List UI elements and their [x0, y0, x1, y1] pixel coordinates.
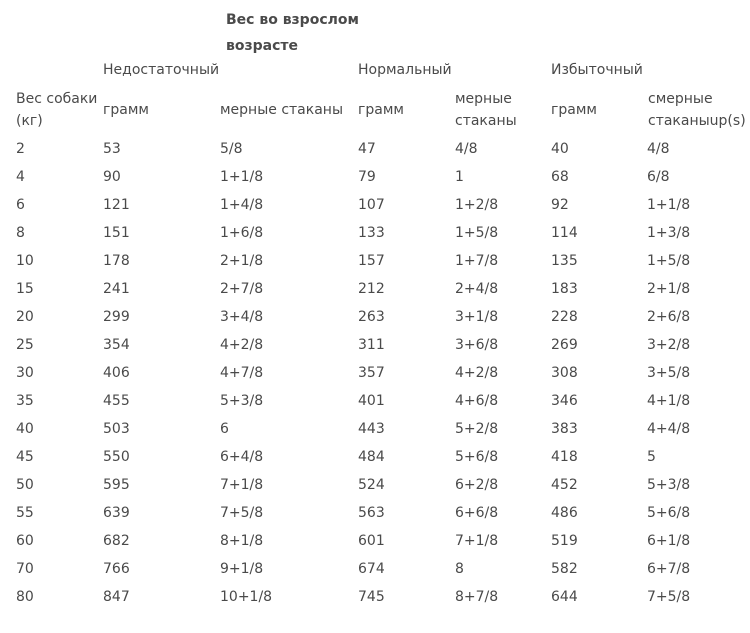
cell-cups-normal: 5+2/8	[455, 421, 499, 437]
cell-cups-overweight: 3+5/8	[647, 365, 691, 381]
cell-grams-normal: 443	[358, 421, 385, 437]
cell-cups-overweight: 5	[647, 449, 656, 465]
cell-dog-weight: 2	[16, 141, 25, 157]
cell-cups-overweight: 4+1/8	[647, 393, 691, 409]
cell-grams-underweight: 639	[103, 505, 130, 521]
cell-cups-underweight: 9+1/8	[220, 561, 264, 577]
feeding-table-body	[0, 135, 750, 611]
cell-cups-underweight: 6+4/8	[220, 449, 264, 465]
cell-grams-overweight: 114	[551, 225, 578, 241]
group-header-normal: Нормальный	[358, 62, 452, 78]
cell-grams-underweight: 766	[103, 561, 130, 577]
table-row	[0, 303, 750, 331]
cell-grams-overweight: 582	[551, 561, 578, 577]
cell-grams-overweight: 346	[551, 393, 578, 409]
table-row	[0, 219, 750, 247]
cell-grams-underweight: 241	[103, 281, 130, 297]
table-row	[0, 555, 750, 583]
table-row	[0, 499, 750, 527]
cell-cups-normal: 6+6/8	[455, 505, 499, 521]
column-header-grams-overweight: грамм	[551, 102, 597, 118]
table-row	[0, 135, 750, 163]
cell-dog-weight: 80	[16, 589, 34, 605]
cell-cups-underweight: 1+1/8	[220, 169, 264, 185]
cell-grams-underweight: 178	[103, 253, 130, 269]
cell-dog-weight: 50	[16, 477, 34, 493]
cell-grams-underweight: 354	[103, 337, 130, 353]
table-row	[0, 443, 750, 471]
cell-cups-normal: 1+2/8	[455, 197, 499, 213]
cell-cups-overweight: 5+3/8	[647, 477, 691, 493]
table-row	[0, 275, 750, 303]
cell-grams-normal: 107	[358, 197, 385, 213]
cell-dog-weight: 25	[16, 337, 34, 353]
cell-cups-underweight: 5/8	[220, 141, 243, 157]
cell-cups-normal: 3+6/8	[455, 337, 499, 353]
table-row	[0, 359, 750, 387]
cell-cups-underweight: 2+7/8	[220, 281, 264, 297]
cell-grams-underweight: 455	[103, 393, 130, 409]
cell-dog-weight: 10	[16, 253, 34, 269]
column-header-grams-underweight: грамм	[103, 102, 149, 118]
cell-dog-weight: 55	[16, 505, 34, 521]
cell-cups-normal: 1+7/8	[455, 253, 499, 269]
cell-cups-underweight: 4+2/8	[220, 337, 264, 353]
cell-dog-weight: 35	[16, 393, 34, 409]
column-header-cups-underweight: мерные стаканы	[220, 102, 344, 118]
cell-cups-underweight: 3+4/8	[220, 309, 264, 325]
group-header-overweight: Избыточный	[551, 62, 643, 78]
cell-cups-normal: 1	[455, 169, 464, 185]
cell-dog-weight: 8	[16, 225, 25, 241]
cell-grams-normal: 357	[358, 365, 385, 381]
table-row	[0, 331, 750, 359]
cell-cups-overweight: 3+2/8	[647, 337, 691, 353]
cell-cups-overweight: 2+6/8	[647, 309, 691, 325]
cell-grams-underweight: 406	[103, 365, 130, 381]
cell-cups-overweight: 6+1/8	[647, 533, 691, 549]
cell-grams-underweight: 550	[103, 449, 130, 465]
column-header-grams-normal: грамм	[358, 102, 404, 118]
table-row	[0, 415, 750, 443]
group-header-underweight: Недостаточный	[103, 62, 220, 78]
cell-cups-underweight: 4+7/8	[220, 365, 264, 381]
cell-grams-normal: 133	[358, 225, 385, 241]
table-row	[0, 583, 750, 611]
cell-grams-underweight: 847	[103, 589, 130, 605]
cell-grams-normal: 601	[358, 533, 385, 549]
cell-grams-normal: 524	[358, 477, 385, 493]
cell-grams-normal: 47	[358, 141, 376, 157]
feeding-table	[0, 135, 750, 611]
cell-cups-normal: 4+6/8	[455, 393, 499, 409]
cell-cups-normal: 3+1/8	[455, 309, 499, 325]
cell-cups-underweight: 6	[220, 421, 229, 437]
cell-grams-normal: 263	[358, 309, 385, 325]
cell-cups-normal: 4+2/8	[455, 365, 499, 381]
cell-cups-overweight: 1+5/8	[647, 253, 691, 269]
cell-grams-underweight: 151	[103, 225, 130, 241]
cell-dog-weight: 70	[16, 561, 34, 577]
cell-cups-overweight: 5+6/8	[647, 505, 691, 521]
cell-grams-overweight: 68	[551, 169, 569, 185]
cell-grams-underweight: 299	[103, 309, 130, 325]
cell-dog-weight: 4	[16, 169, 25, 185]
cell-grams-overweight: 452	[551, 477, 578, 493]
cell-grams-underweight: 682	[103, 533, 130, 549]
cell-cups-normal: 7+1/8	[455, 533, 499, 549]
cell-grams-overweight: 486	[551, 505, 578, 521]
cell-grams-underweight: 595	[103, 477, 130, 493]
cell-grams-overweight: 644	[551, 589, 578, 605]
cell-cups-overweight: 4/8	[647, 141, 670, 157]
cell-grams-normal: 401	[358, 393, 385, 409]
cell-grams-normal: 157	[358, 253, 385, 269]
cell-cups-normal: 8	[455, 561, 464, 577]
cell-dog-weight: 60	[16, 533, 34, 549]
cell-grams-underweight: 503	[103, 421, 130, 437]
cell-dog-weight: 15	[16, 281, 34, 297]
cell-cups-underweight: 10+1/8	[220, 589, 273, 605]
cell-grams-overweight: 228	[551, 309, 578, 325]
cell-cups-underweight: 2+1/8	[220, 253, 264, 269]
column-header-dog-weight: Вес собаки (кг)	[16, 91, 98, 129]
cell-grams-overweight: 92	[551, 197, 569, 213]
cell-grams-normal: 311	[358, 337, 385, 353]
cell-cups-underweight: 7+1/8	[220, 477, 264, 493]
cell-grams-overweight: 269	[551, 337, 578, 353]
cell-grams-overweight: 308	[551, 365, 578, 381]
cell-cups-underweight: 1+4/8	[220, 197, 264, 213]
cell-dog-weight: 45	[16, 449, 34, 465]
cell-cups-underweight: 8+1/8	[220, 533, 264, 549]
cell-grams-normal: 212	[358, 281, 385, 297]
cell-grams-underweight: 53	[103, 141, 121, 157]
table-row	[0, 191, 750, 219]
table-row	[0, 471, 750, 499]
cell-cups-overweight: 6/8	[647, 169, 670, 185]
table-row	[0, 527, 750, 555]
cell-grams-overweight: 183	[551, 281, 578, 297]
cell-cups-normal: 1+5/8	[455, 225, 499, 241]
cell-dog-weight: 40	[16, 421, 34, 437]
cell-cups-normal: 4/8	[455, 141, 478, 157]
cell-cups-overweight: 6+7/8	[647, 561, 691, 577]
cell-cups-normal: 8+7/8	[455, 589, 499, 605]
cell-grams-normal: 79	[358, 169, 376, 185]
cell-dog-weight: 20	[16, 309, 34, 325]
cell-cups-normal: 2+4/8	[455, 281, 499, 297]
cell-grams-overweight: 135	[551, 253, 578, 269]
cell-cups-overweight: 7+5/8	[647, 589, 691, 605]
cell-grams-normal: 745	[358, 589, 385, 605]
cell-cups-overweight: 2+1/8	[647, 281, 691, 297]
cell-cups-normal: 5+6/8	[455, 449, 499, 465]
table-row	[0, 163, 750, 191]
cell-cups-underweight: 1+6/8	[220, 225, 264, 241]
cell-cups-overweight: 1+3/8	[647, 225, 691, 241]
cell-grams-overweight: 519	[551, 533, 578, 549]
cell-grams-overweight: 40	[551, 141, 569, 157]
cell-dog-weight: 30	[16, 365, 34, 381]
cell-grams-overweight: 418	[551, 449, 578, 465]
cell-grams-overweight: 383	[551, 421, 578, 437]
cell-grams-normal: 563	[358, 505, 385, 521]
table-row	[0, 387, 750, 415]
table-title: Вес во взрослом возрасте	[226, 12, 359, 54]
cell-cups-overweight: 4+4/8	[647, 421, 691, 437]
column-header-cups-overweight: смерные стаканыup(s)	[648, 91, 746, 129]
cell-grams-underweight: 121	[103, 197, 130, 213]
column-header-cups-normal: мерные стаканы	[455, 91, 517, 129]
cell-cups-underweight: 5+3/8	[220, 393, 264, 409]
cell-grams-normal: 674	[358, 561, 385, 577]
cell-dog-weight: 6	[16, 197, 25, 213]
cell-cups-underweight: 7+5/8	[220, 505, 264, 521]
cell-cups-normal: 6+2/8	[455, 477, 499, 493]
table-row	[0, 247, 750, 275]
cell-cups-overweight: 1+1/8	[647, 197, 691, 213]
cell-grams-normal: 484	[358, 449, 385, 465]
cell-grams-underweight: 90	[103, 169, 121, 185]
